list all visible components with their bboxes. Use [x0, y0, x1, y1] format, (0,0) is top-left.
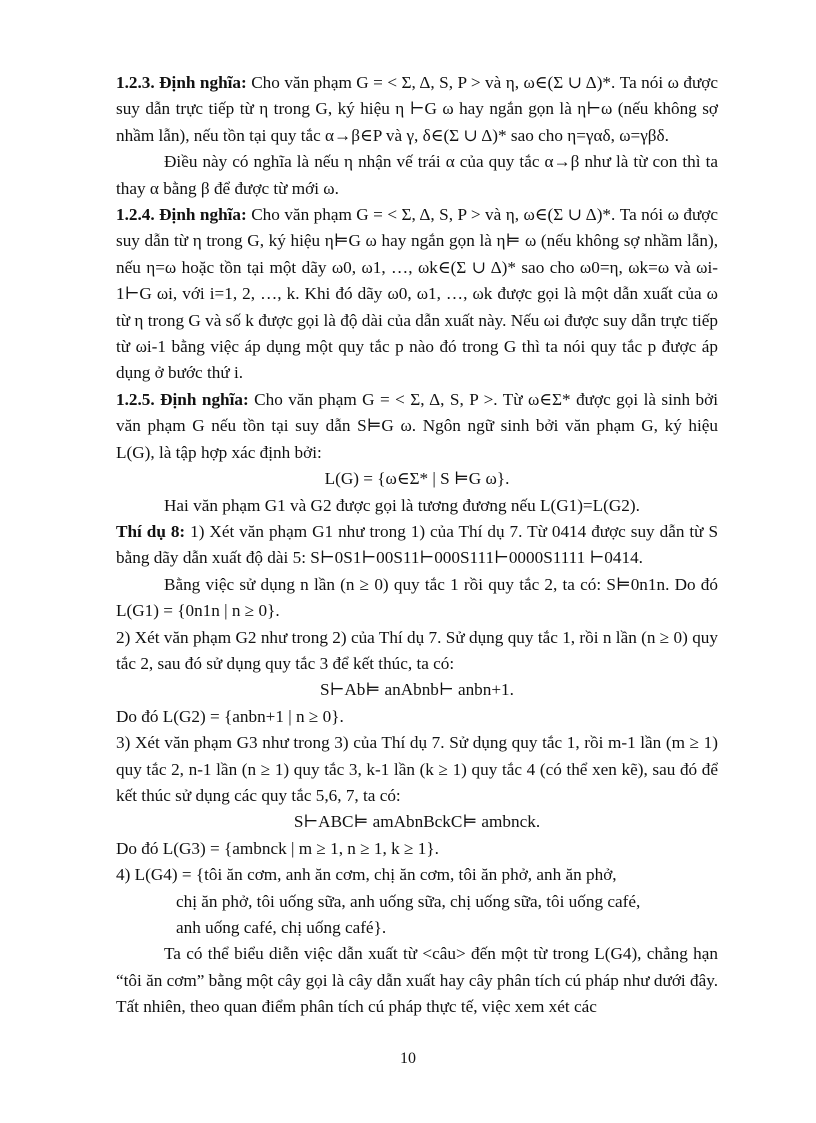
document-body — [116, 70, 718, 1021]
example-8-part-1-conclusion: Bằng việc sử dụng n lần (n ≥ 0) quy tắc 1 rồi quy tắc 2, ta có: S⊨0n1n. Do đó L(G1) = {0n1n | n ≥ 0}. — [116, 574, 718, 621]
example-heading: Thí dụ 8: — [116, 521, 186, 541]
definition-heading: 1.2.3. Định nghĩa: — [116, 73, 247, 92]
example-8-part-3: 3) Xét văn phạm G3 như trong 3) của Thí dụ 7. Sử dụng quy tắc 1, rồi m-1 lần (m ≥ 1) quy tắc 2, n-1 lần (n ≥ 1) quy tắc 3, k-1 lần (k ≥ 1) quy tắc 4 (có thể xen kẽ), sau đó để kết thúc sử dụng các quy tắc 5,6, 7, ta có: — [116, 733, 718, 805]
example-8-part-3-conclusion: Do đó L(G3) = {ambnck | m ≥ 1, n ≥ 1, k ≥ 1}. — [116, 838, 439, 858]
definition-1-2-4 — [116, 202, 718, 387]
example-8-part-2-formula: S⊢Ab⊨ anAbnb⊢ anbn+1. — [320, 680, 514, 700]
definition-heading: 1.2.4. Định nghĩa: — [116, 205, 247, 225]
example-text: 1) Xét văn phạm G1 như trong 1) của Thí dụ 7. Từ 0414 được suy dẫn từ S bằng dãy dẫn xuất độ dài 5: S⊢0S1⊢00S11⊢000S111⊢0000S1111 ⊢0414. — [116, 521, 719, 568]
equivalence-statement: Hai văn phạm G1 và G2 được gọi là tương đương nếu L(G1)=L(G2). — [164, 495, 640, 515]
definition-note: Điều này có nghĩa là nếu η nhận vế trái α của quy tắc α→β như là từ con thì ta thay α bằng β để được từ mới ω. — [116, 152, 718, 198]
example-8-part-4-line-3: anh uống café, chị uống café}. — [176, 918, 387, 937]
definition-text: Cho văn phạm G = < Σ, Δ, S, P > và η, ω∈(Σ ∪ Δ)*. Ta nói ω được suy dẫn trực tiếp từ η trong G, ký hiệu η ⊢G ω hay ngắn gọn là η⊢ω (nếu không sợ nhầm lẫn), nếu tồn tại quy tắc α→β∈P và γ, δ∈(Σ ∪ Δ)* sao cho η=γαδ, ω=γβδ. — [116, 73, 719, 145]
example-8-part-2: 2) Xét văn phạm G2 như trong 2) của Thí dụ 7. Sử dụng quy tắc 1, rồi n lần (n ≥ 0) quy tắc 2, sau đó sử dụng quy tắc 3 để kết thúc, ta có: — [116, 627, 718, 673]
page-number: 10 — [400, 1050, 416, 1067]
definition-1-2-5 — [116, 387, 718, 466]
example-8-part-4-line-2: chị ăn phở, tôi uống sữa, anh uống sữa, chị uống sữa, tôi uống café, — [176, 891, 641, 911]
definition-text: Cho văn phạm G = < Σ, Δ, S, P > và η, ω∈(Σ ∪ Δ)*. Ta nói ω được suy dẫn từ η trong G, ký hiệu η⊨G ω hay ngắn gọn là η⊨ ω (nếu không sợ nhầm lẫn), nếu η=ω hoặc tồn tại một dãy ω0, ω1, …, ωk∈(Σ ∪ Δ)* sao cho ω0=η, ωk=ω và ωi-1⊢G ωi, với i=1, 2, …, k. Khi đó dãy ω0, ω1, …, ωk được gọi là một dẫn xuất của ω từ η trong G và số k được gọi là độ dài của dẫn xuất này. Nếu ωi được suy dẫn trực tiếp từ ωi-1 bằng việc áp dụng một quy tắc p nào đó trong G thì ta nói quy tắc p được áp dụng ở bước thứ i. — [116, 205, 719, 383]
language-formula: L(G) = {ω∈Σ* | S ⊨G ω}. — [324, 469, 510, 489]
definition-text: Cho văn phạm G = < Σ, Δ, S, P >. Từ ω∈Σ* được gọi là sinh bởi văn phạm G nếu tồn tại suy dẫn S⊨G ω. Ngôn ngữ sinh bởi văn phạm G, ký hiệu L(G), là tập hợp xác định bởi: — [116, 389, 718, 462]
example-8-part-4-line-1: 4) L(G4) = {tôi ăn cơm, anh ăn cơm, chị ăn cơm, tôi ăn phở, anh ăn phở, — [116, 865, 617, 885]
definition-heading: 1.2.5. Định nghĩa: — [116, 389, 249, 409]
example-8-part-1 — [116, 519, 718, 572]
definition-1-2-3 — [116, 70, 718, 149]
derivation-tree-intro: Ta có thể biểu diễn việc dẫn xuất từ <câu> đến một từ trong L(G4), chẳng hạn “tôi ăn cơm” bằng một cây gọi là cây dẫn xuất hay cây phân tích cú pháp như dưới đây. Tất nhiên, theo quan điểm phân tích cú pháp thực tế, việc xem xét các — [116, 944, 718, 1017]
example-8-part-3-formula: S⊢ABC⊨ amAbnBckC⊨ ambnck. — [293, 812, 541, 832]
example-8-part-2-conclusion: Do đó L(G2) = {anbn+1 | n ≥ 0}. — [116, 706, 344, 726]
